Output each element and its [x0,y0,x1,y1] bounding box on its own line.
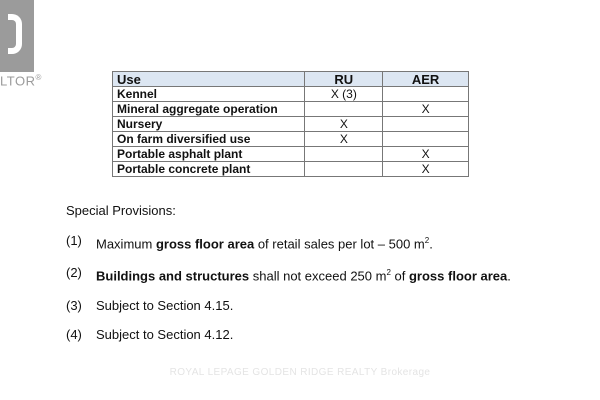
realtor-logo-mark [0,0,34,72]
ru-cell: X [305,132,383,147]
header-ru: RU [305,72,383,87]
table-row [113,132,469,147]
permitted-uses-table [112,71,469,177]
aer-cell: X [383,147,469,162]
provision-item [66,233,511,251]
provision-text: Subject to Section 4.12. [96,326,234,342]
provision-item [66,327,511,342]
aer-cell [383,87,469,102]
ru-cell [305,147,383,162]
use-cell: Kennel [113,87,305,102]
table-row [113,162,469,177]
use-cell: Mineral aggregate operation [113,102,305,117]
use-cell: Portable asphalt plant [113,147,305,162]
provision-text: Maximum gross floor area of retail sales per lot – 500 $m^2$. [96,236,433,252]
provision-number: (3) [66,297,82,313]
use-cell: Nursery [113,117,305,132]
aer-cell [383,117,469,132]
provision-text: Subject to Section 4.15. [96,297,234,313]
provisions-title: Special Provisions: [66,203,176,218]
aer-cell [383,132,469,147]
use-cell: On farm diversified use [113,132,305,147]
provision-number: (2) [66,265,82,281]
table-row [113,87,469,102]
use-cell: Portable concrete plant [113,162,305,177]
header-use: Use [113,72,305,87]
provision-text: Buildings and structures shall not exceed 250 $m^2$ of gross floor area. [96,268,511,284]
special-provisions [66,203,511,356]
aer-cell: X [383,102,469,117]
realtor-logo [0,0,40,92]
provision-item [66,265,511,283]
aer-cell: X [383,162,469,177]
table-row [113,117,469,132]
ru-cell [305,102,383,117]
provision-number: (4) [66,326,82,342]
table-row [113,102,469,117]
ru-cell: X [305,117,383,132]
ru-cell: X (3) [305,87,383,102]
table-row [113,147,469,162]
brokerage-watermark: ROYAL LEPAGE GOLDEN RIDGE REALTY Brokerage [169,367,431,378]
provision-item [66,298,511,313]
ru-cell [305,162,383,177]
provision-number: (1) [66,233,82,248]
table-header-row [113,72,469,87]
header-aer: AER [383,72,469,87]
realtor-logo-text: LTOR® [0,73,42,89]
